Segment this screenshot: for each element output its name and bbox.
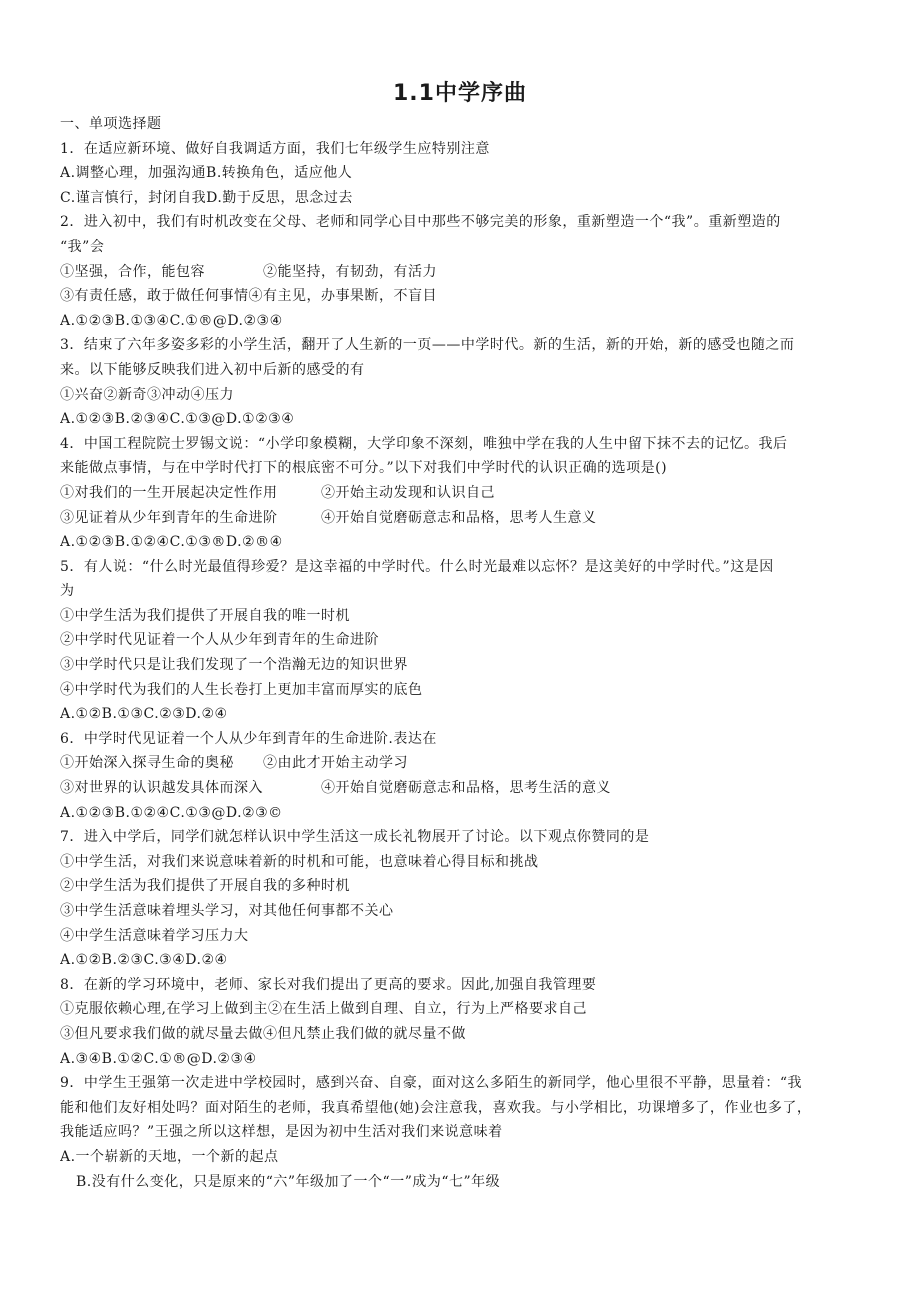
text-line: A.①②③B.①③④C.①®@D.②③④ [60, 312, 283, 329]
text-line: A.③④B.①②C.①®@D.②③④ [60, 1050, 257, 1067]
text-line: 来能做点事情，与在中学时代打下的根底密不可分。”以下对我们中学时代的认识正确的选项是() [60, 460, 668, 477]
text-line: 为 [60, 583, 75, 600]
text-line: 2．进入初中，我们有时机改变在父母、老师和同学心目中那些不够完美的形象，重新塑造一个“我”。重新塑造的 [60, 214, 781, 231]
text-line: ②中学时代见证着一个人从少年到青年的生命进阶 [60, 632, 379, 649]
text-line: A.①②③B.②③④C.①③@D.①②③④ [60, 411, 295, 428]
text-line: ①克服依赖心理,在学习上做到主②在生活上做到自理、自立，行为上严格要求自己 [60, 1001, 587, 1018]
text-line: ①中学生活为我们提供了开展自我的唯一时机 [60, 607, 350, 624]
text-line: 我能适应吗？”王强之所以这样想，是因为初中生活对我们来说意味着 [60, 1124, 503, 1141]
text-line: ①中学生活，对我们来说意味着新的时机和可能，也意味着心得目标和挑战 [60, 853, 539, 870]
text-line: ④中学生活意味着学习压力大 [60, 927, 249, 944]
text-line: 能和他们友好相处吗？面对陌生的老师，我真希望他(她)会注意我，喜欢我。与小学相比，功课增多了，作业也多了， [60, 1099, 812, 1116]
text-line: 8．在新的学习环境中，老师、家长对我们提出了更高的要求。因此,加强自我管理要 [60, 976, 597, 993]
text-line: ③但凡要求我们做的就尽量去做④但凡禁止我们做的就尽量不做 [60, 1025, 466, 1042]
text-line: ①开始深入探寻生命的奥秘 ②由此才开始主动学习 [60, 755, 408, 772]
document-body [60, 112, 860, 1194]
text-line: 9．中学生王强第一次走进中学校园时，感到兴奋、自豪，面对这么多陌生的新同学，他心里很不平静，思量着：“我 [60, 1075, 803, 1092]
text-line: ③中学生活意味着埋头学习，对其他任何事都不关心 [60, 903, 394, 919]
text-line: “我”会 [60, 238, 105, 255]
text-line: A.调整心理，加强沟通B.转换角色，适应他人 [60, 165, 353, 182]
text-line: ③有责任感，敢于做任何事情④有主见，办事果断，不盲目 [60, 288, 437, 305]
page-title: 1.1中学序曲 [393, 81, 527, 106]
text-line: ④中学时代为我们的人生长卷打上更加丰富而厚实的底色 [60, 681, 423, 698]
text-line: 3．结束了六年多姿多彩的小学生活，翻开了人生新的一页——中学时代。新的生活，新的开始，新的感受也随之而 [60, 337, 795, 354]
text-line: B.没有什么变化，只是原来的“六”年级加了一个“一”成为“七”年级 [76, 1173, 501, 1190]
text-line: A.①②③B.①②④C.①③®D.②®④ [60, 534, 283, 551]
text-line: C.谨言慎行，封闭自我D.勤于反思，思念过去 [60, 189, 353, 206]
text-line: ①对我们的一生开展起决定性作用 ②开始主动发现和认识自己 [60, 484, 495, 501]
text-line: A.①②B.②③C.③④D.②④ [60, 952, 228, 969]
text-line: ③对世界的认识越发具体而深入 ④开始自觉磨砺意志和品格，思考生活的意义 [60, 780, 611, 797]
text-line: ①坚强，合作，能包容 ②能坚持，有韧劲，有活力 [60, 263, 437, 280]
text-line: 6．中学时代见证着一个人从少年到青年的生命进阶.表达在 [60, 730, 437, 747]
text-line: 7．进入中学后，同学们就怎样认识中学生活这一成长礼物展开了讨论。以下观点你赞同的是 [60, 829, 650, 846]
text-line: A.①②③B.①②④C.①③@D.②③© [60, 804, 283, 821]
text-line: 5．有人说：“什么时光最值得珍爱？是这幸福的中学时代。什么时光最难以忘怀？是这美好的中学时代。”这是因 [60, 558, 774, 575]
text-line: ③中学时代只是让我们发现了一个浩瀚无边的知识世界 [60, 657, 408, 674]
text-line: A.①②B.①③C.②③D.②④ [60, 706, 228, 723]
text-line: 4．中国工程院院士罗锡文说：“小学印象模糊，大学印象不深刻，唯独中学在我的人生中留下抹不去的记忆。我后 [60, 435, 788, 452]
text-line: ①兴奋②新奇③冲动④压力 [60, 386, 234, 403]
text-line: ②中学生活为我们提供了开展自我的多种时机 [60, 878, 350, 895]
text-line: 一、单项选择题 [60, 116, 162, 132]
text-line: A.一个崭新的天地，一个新的起点 [60, 1148, 279, 1165]
text-line: 来。以下能够反映我们进入初中后新的感受的有 [60, 361, 365, 378]
text-line: 1．在适应新环境、做好自我调适方面，我们七年级学生应特别注意 [60, 140, 490, 157]
text-line: ③见证着从少年到青年的生命进阶 ④开始自觉磨砺意志和品格，思考人生意义 [60, 509, 597, 526]
